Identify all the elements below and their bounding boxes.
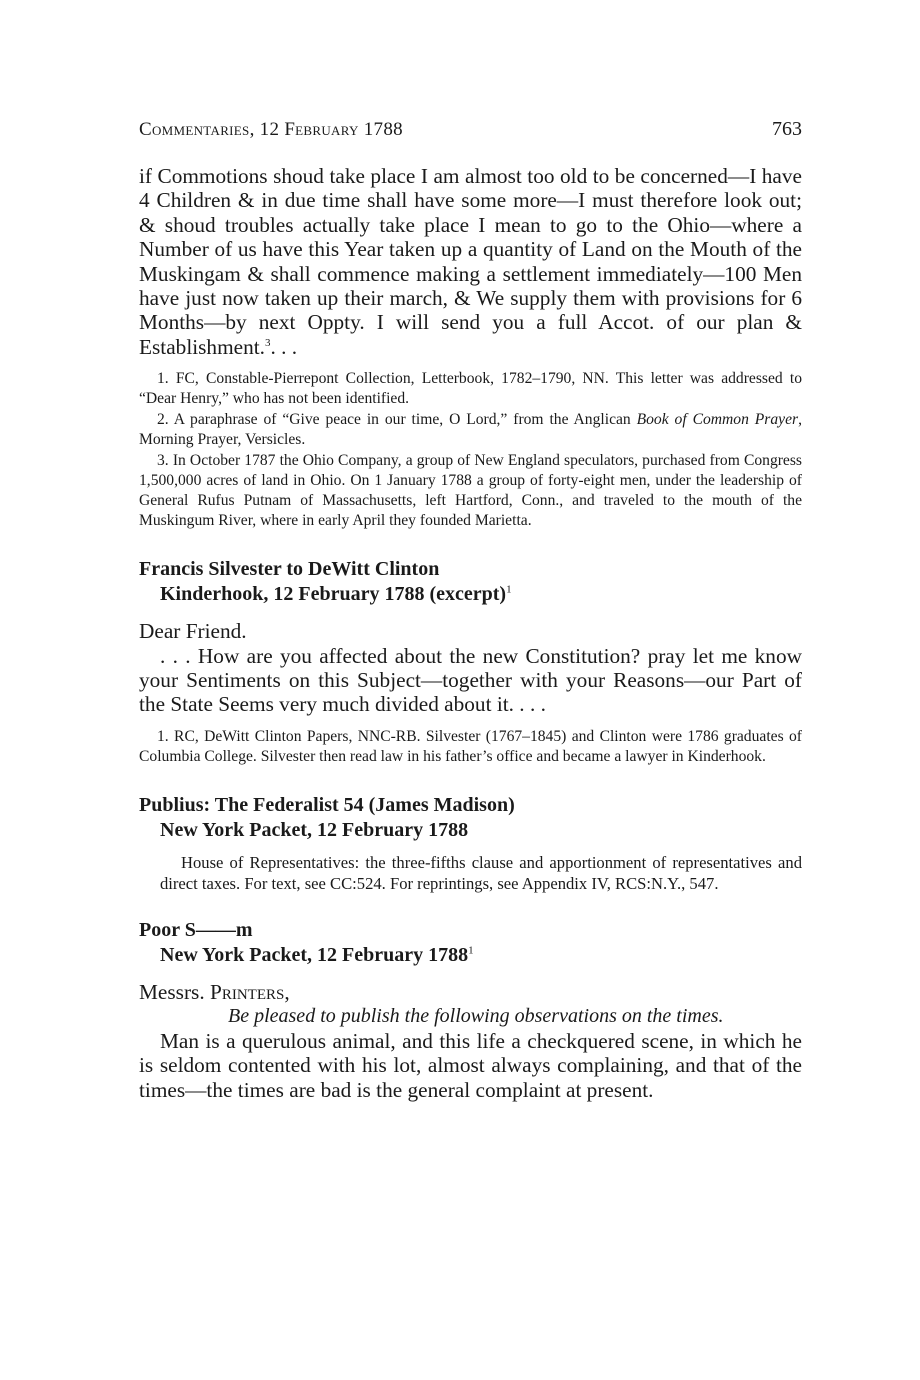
footnote-2 — [139, 410, 802, 450]
poor-s-paragraph: Man is a querulous animal, and this life a checkquered scene, in which he is seldom contented with his lot, almost always complaining, and that of the times—the times are bad is the general complaint at present. — [139, 1028, 802, 1102]
footnote-2-text-a: 2. A paraphrase of “Give peace in our time, O Lord,” from the Anglican — [157, 411, 637, 429]
silvester-footnote-1: 1. RC, DeWitt Clinton Papers, NNC-RB. Silvester (1767–1845) and Clinton were 1786 graduates of Columbia College. Silvester then read law in his father’s office and became a lawyer in Kinderhook. — [139, 727, 802, 765]
running-head — [139, 118, 802, 152]
book-page — [139, 118, 802, 1102]
poor-s-heading-line2: New York Packet, 12 February 1788 — [160, 943, 469, 966]
poor-s-section — [139, 918, 802, 1102]
poor-s-heading-line2-wrap — [139, 943, 802, 968]
footnote-2-title: Book of Common Prayer — [636, 411, 799, 429]
poor-s-heading-line1: Poor S——m — [139, 918, 253, 941]
ellipsis: . . . — [270, 334, 298, 359]
silvester-heading — [139, 557, 802, 607]
footnote-ref: 3 — [265, 336, 271, 349]
silvester-salutation: Dear Friend. — [139, 619, 247, 644]
silvester-section — [139, 557, 802, 767]
silvester-heading-line1: Francis Silvester to DeWitt Clinton — [139, 558, 440, 581]
silvester-notes — [139, 727, 802, 767]
poor-s-address-printers: Printers, — [210, 979, 290, 1004]
silvester-heading-line2: Kinderhook, 12 February 1788 (excerpt) — [160, 583, 507, 606]
continuation-text: if Commotions shoud take place I am almost too old to be concerned—I have 4 Children & in due time shall have some more—I must therefore look out; & shoud troubles actually take place I mean to go to the Ohio—where a Number of us have this Year taken up a quantity of Land on the Mouth of the Muskingam & shall commence making a settlement immediately—100 Men have just now taken up their march, & We supply them with provisions for 6 Months—by next Oppty. I will send you a full Accot. of our plan & Establishment. — [139, 164, 802, 359]
federalist-heading — [139, 793, 802, 843]
federalist-summary: House of Representatives: the three-fifths clause and apportionment of representatives and direct taxes. For text, see CC:524. For reprintings, see Appendix IV, RCS:N.Y., 547. — [160, 852, 802, 893]
continuation-paragraph — [139, 164, 802, 359]
footnote-3: 3. In October 1787 the Ohio Company, a group of New England speculators, purchased from Congress 1,500,000 acres of land in Ohio. On 1 January 1788 a group of forty-eight men, under the leadership of General Rufus Putnam of Massachusetts, left Hartford, Conn., and traveled to the mouth of the Muskingum River, where in early April they founded Marietta. — [139, 452, 802, 530]
silvester-heading-ref: 1 — [506, 583, 512, 596]
poor-s-opening-line: Be pleased to publish the following observations on the times. — [228, 1005, 724, 1028]
continuation-notes — [139, 369, 802, 531]
silvester-paragraph: . . . How are you affected about the new Constitution? pray let me know your Sentiments on this Subject—together with your Reasons—our Part of the State Seems very much divided about it. . . . — [139, 643, 802, 717]
poor-s-heading-ref: 1 — [468, 944, 474, 957]
federalist-heading-line2: New York Packet, 12 February 1788 — [160, 818, 469, 841]
federalist-section — [139, 793, 802, 894]
footnote-2-text-c: , Morning Prayer, Versicles. — [139, 411, 802, 449]
poor-s-address — [139, 980, 802, 1004]
running-head-title: Commentaries, 12 February 1788 — [139, 119, 403, 140]
federalist-heading-line1: Publius: The Federalist 54 (James Madison) — [139, 793, 515, 816]
poor-s-address-prefix: Messrs. — [139, 979, 210, 1004]
poor-s-heading — [139, 918, 802, 968]
footnote-1: 1. FC, Constable-Pierrepont Collection, Letterbook, 1782–1790, NN. This letter was addressed to “Dear Henry,” who has not been identified. — [139, 370, 802, 408]
silvester-heading-line2-wrap — [139, 582, 802, 607]
page-number: 763 — [772, 118, 802, 140]
